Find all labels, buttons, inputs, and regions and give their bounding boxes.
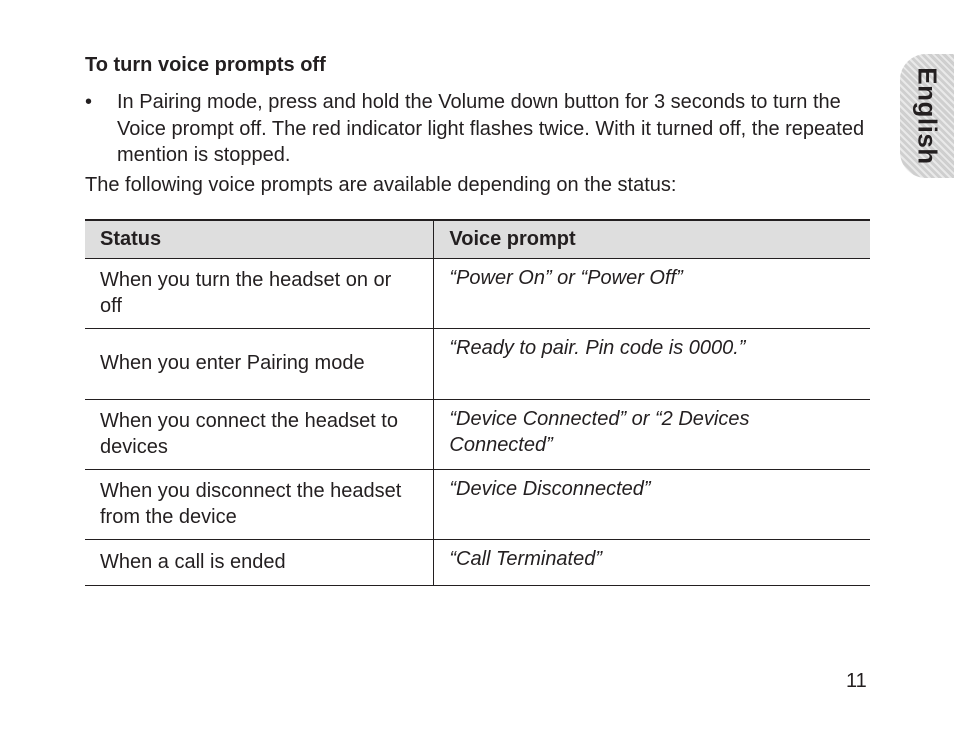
table-row <box>85 328 870 399</box>
page-number: 11 <box>846 670 867 692</box>
cell-voice-prompt: “Ready to pair. Pin code is 0000.” <box>434 328 870 399</box>
header-voice-prompt: Voice prompt <box>434 220 870 258</box>
table-row <box>85 399 870 469</box>
bullet-item <box>85 89 865 169</box>
intro-paragraph: The following voice prompts are available depending on the status: <box>85 174 677 196</box>
cell-status: When you disconnect the headset from the device <box>85 469 434 539</box>
bullet-text: In Pairing mode, press and hold the Volume down button for 3 seconds to turn the Voice prompt off. The red indicator light flashes twice. With it turned off, the repeated mention is stopped. <box>117 91 865 166</box>
voice-prompt-table <box>85 219 870 586</box>
table-row <box>85 539 870 585</box>
table-row <box>85 469 870 539</box>
table-header-row <box>85 220 870 258</box>
cell-status: When you turn the headset on or off <box>85 258 434 328</box>
language-tab-label: English <box>912 67 943 165</box>
cell-status: When you enter Pairing mode <box>85 328 434 399</box>
cell-status: When a call is ended <box>85 539 434 585</box>
cell-voice-prompt: “Device Disconnected” <box>434 469 870 539</box>
cell-status: When you connect the headset to devices <box>85 399 434 469</box>
cell-voice-prompt: “Device Connected” or “2 Devices Connected” <box>434 399 870 469</box>
table-row <box>85 258 870 328</box>
language-tab <box>900 54 954 178</box>
bullet-mark: • <box>85 91 93 113</box>
cell-voice-prompt: “Call Terminated” <box>434 539 870 585</box>
cell-voice-prompt: “Power On” or “Power Off” <box>434 258 870 328</box>
section-heading: To turn voice prompts off <box>85 54 326 76</box>
header-status: Status <box>85 220 434 258</box>
